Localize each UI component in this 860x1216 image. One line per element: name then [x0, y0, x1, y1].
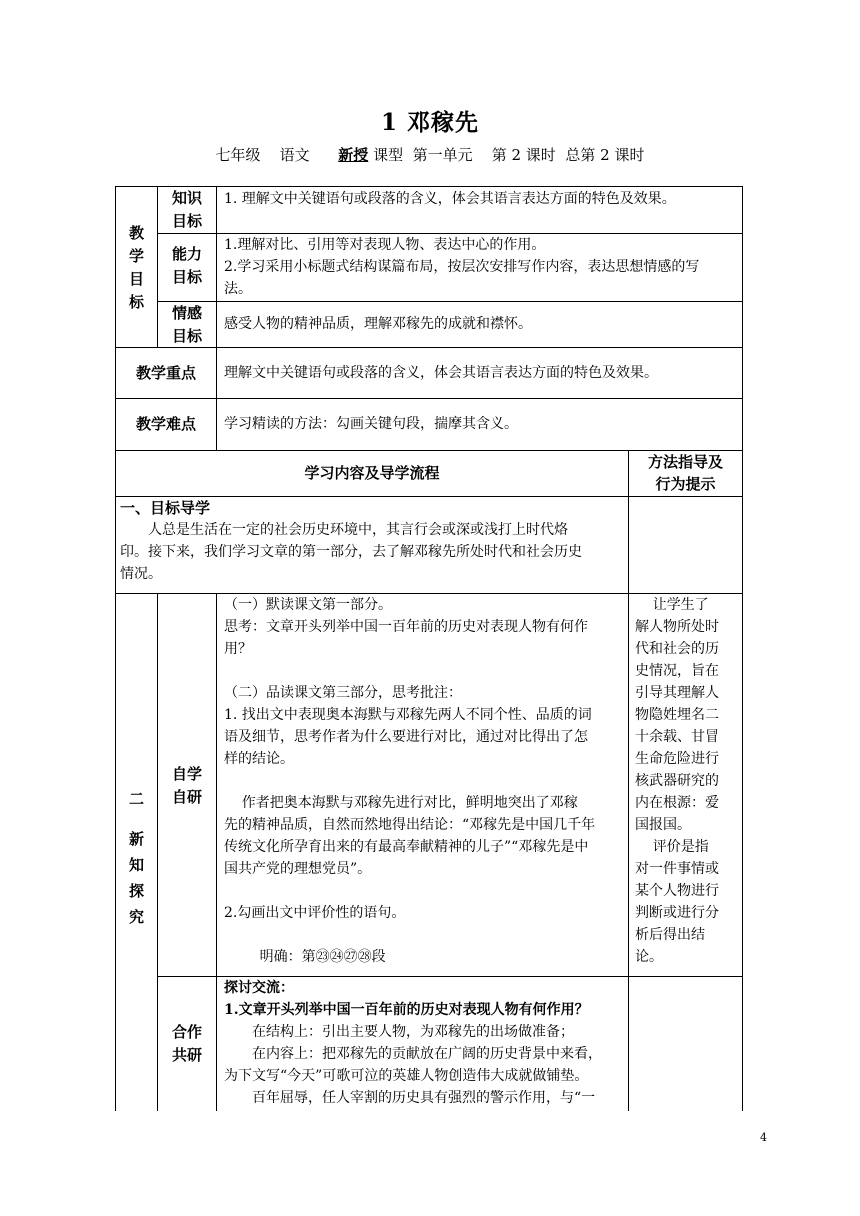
cooperation-content	[224, 977, 628, 1109]
self-study-line	[224, 880, 626, 902]
tip-line: 核武器研究的	[635, 773, 719, 789]
cooperation-question: 1.文章开头列举中国一百年前的历史对表现人物有何作用？	[224, 1002, 589, 1018]
period: 第 2 课时	[491, 146, 556, 164]
difficulty-label: 教学难点	[135, 415, 196, 433]
self-study-line: 1. 找出文中表现奥本海默与邓稼先两人不同个性、品质的词	[224, 707, 592, 723]
tip-line: 判断或进行分	[635, 905, 719, 921]
self-study-line	[224, 660, 626, 682]
tip-line: 史情况，旨在	[635, 663, 719, 679]
lesson-type: 新授	[338, 146, 369, 164]
tip-line: 引导其理解人	[635, 685, 719, 701]
tip-line: 对一件事情或	[635, 861, 719, 877]
self-study-line: 思考：文章开头列举中国一百年前的历史对表现人物有何作	[224, 619, 588, 635]
self-study-line: （一）默读课文第一部分。	[224, 597, 392, 613]
subject: 语文	[279, 146, 310, 164]
self-study-line: 2.勾画出文中评价性的语句。	[224, 905, 406, 921]
cooperation-line: 在内容上：把邓稼先的贡献放在广阔的历史背景中来看，	[252, 1046, 602, 1062]
tip-line: 代和社会的历	[635, 641, 719, 657]
emotion-text: 感受人物的精神品质，理解邓稼先的成就和襟怀。	[224, 316, 532, 332]
self-study-line: 先的精神品质，自然而然地得出结论：“邓稼先是中国几千年	[224, 817, 596, 833]
key-point-text: 理解文中关键语句或段落的含义，体会其语言表达方面的特色及效果。	[224, 365, 658, 381]
emotion-label: 情感 目标	[171, 304, 202, 345]
self-study-line: 作者把奥本海默与邓稼先进行对比，鲜明地突出了邓稼	[224, 795, 578, 811]
self-study-label: 自学 自研	[171, 765, 202, 806]
lesson-type-suffix: 课型	[373, 146, 404, 164]
unit: 第一单元	[412, 146, 473, 164]
lesson-info	[0, 144, 860, 165]
knowledge-text: 1. 理解文中关键语句或段落的含义，体会其语言表达方面的特色及效果。	[224, 191, 676, 207]
ability-text: 1.理解对比、引用等对表现人物、表达中心的作用。 2.学习采用小标题式结构谋篇布局，按层次安排写作内容，表达思想情感的写 法。	[224, 237, 700, 297]
knowledge-label: 知识 目标	[171, 189, 202, 230]
self-study-line	[224, 924, 626, 946]
ability-label: 能力 目标	[171, 245, 202, 286]
cooperation-heading: 探讨交流：	[224, 980, 294, 996]
total-period: 总第 2 课时	[565, 146, 645, 164]
grade: 七年级	[215, 146, 261, 164]
self-study-line: 语及细节，思考作者为什么要进行对比，通过对比得出了怎	[224, 729, 588, 745]
tip-line: 论。	[635, 949, 663, 965]
section1-heading: 一、目标导学	[120, 499, 211, 517]
self-study-content	[224, 594, 626, 968]
tip-line: 某个人物进行	[635, 883, 719, 899]
self-study-line: 用？	[224, 641, 252, 657]
tip-line: 析后得出结	[635, 927, 705, 943]
tip-line: 内在根源：爱	[635, 795, 719, 811]
method-tips	[635, 594, 741, 968]
process-header: 学习内容及导学流程	[304, 464, 440, 482]
key-point-label: 教学重点	[135, 364, 196, 382]
self-study-line	[224, 770, 626, 792]
self-study-line: 样的结论。	[224, 751, 294, 767]
tip-line: 物隐姓埋名二	[635, 707, 719, 723]
tip-line: 国报国。	[635, 817, 691, 833]
page-title: 1 邓稼先	[380, 109, 479, 136]
tip-line: 十余载、甘冒	[635, 729, 719, 745]
self-study-line: （二）品读课文第三部分，思考批注：	[224, 685, 462, 701]
tip-line: 解人物所处时	[635, 619, 719, 635]
tip-line: 让学生了	[635, 597, 709, 613]
objectives-group-label: 教 学 目 标	[128, 224, 144, 311]
page-number: 4	[760, 1131, 767, 1144]
self-study-line: 传统文化所孕育出来的有最高奉献精神的儿子”“邓稼先是中	[224, 839, 589, 855]
difficulty-text: 学习精读的方法：勾画关键句段，揣摩其含义。	[224, 416, 518, 432]
cooperation-line: 为下文写“今天”可歌可泣的英雄人物创造伟大成就做铺垫。	[224, 1068, 589, 1084]
cooperation-label: 合作 共研	[171, 1023, 202, 1064]
cooperation-line: 在结构上：引出主要人物，为邓稼先的出场做准备；	[252, 1024, 574, 1040]
method-guidance-header: 方法指导及 行为提示	[647, 453, 723, 493]
section2-label: 二 新 知 探 究	[128, 790, 144, 926]
self-study-line: 国共产党的理想党员”。	[224, 861, 372, 877]
tip-line: 生命危险进行	[635, 751, 719, 767]
tip-line: 评价是指	[635, 839, 709, 855]
section1-content: 一、目标导学 人总是生活在一定的社会历史环境中，其言行会或深或浅打上时代烙 印。接下来，我们学习文章的第一部分，去了解邓稼先所处时代和社会历史 情况。	[120, 497, 625, 585]
cooperation-line: 百年屈辱，任人宰割的历史具有强烈的警示作用，与“一	[252, 1090, 596, 1106]
self-study-line: 明确：第㉓㉔㉗㉘段	[224, 949, 386, 965]
